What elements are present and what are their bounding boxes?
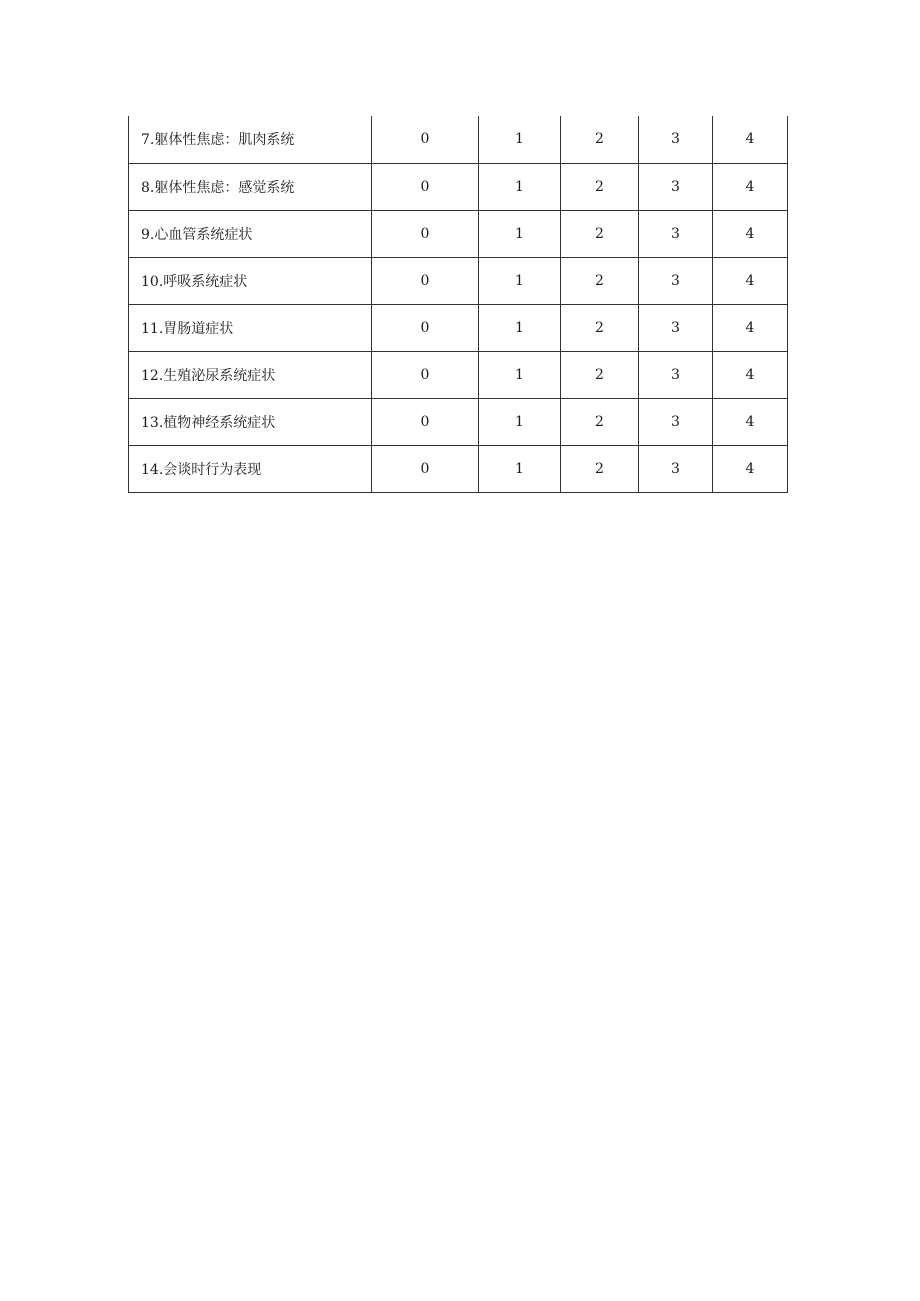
score-option-1[interactable]: 1 [479,116,561,163]
item-label: 8.躯体性焦虑：感觉系统 [129,163,372,210]
score-option-2[interactable]: 2 [561,257,639,304]
item-label: 11.胃肠道症状 [129,304,372,351]
score-option-1[interactable]: 1 [479,351,561,398]
item-label: 12.生殖泌尿系统症状 [129,351,372,398]
item-label: 13.植物神经系统症状 [129,398,372,445]
score-option-1[interactable]: 1 [479,398,561,445]
item-label: 7.躯体性焦虑：肌肉系统 [129,116,372,163]
score-option-4[interactable]: 4 [713,116,788,163]
table-row [129,398,788,445]
score-option-2[interactable]: 2 [561,445,639,492]
score-option-1[interactable]: 1 [479,304,561,351]
score-option-2[interactable]: 2 [561,398,639,445]
table-row [129,163,788,210]
score-option-1[interactable]: 1 [479,257,561,304]
score-option-4[interactable]: 4 [713,351,788,398]
score-option-4[interactable]: 4 [713,210,788,257]
score-option-0[interactable]: 0 [372,445,479,492]
table-row [129,351,788,398]
score-option-3[interactable]: 3 [639,351,713,398]
anxiety-rating-table [128,116,788,493]
table-row [129,257,788,304]
score-option-3[interactable]: 3 [639,116,713,163]
table-row [129,445,788,492]
score-option-0[interactable]: 0 [372,257,479,304]
score-option-4[interactable]: 4 [713,257,788,304]
score-option-0[interactable]: 0 [372,398,479,445]
score-option-2[interactable]: 2 [561,304,639,351]
score-option-0[interactable]: 0 [372,116,479,163]
score-option-3[interactable]: 3 [639,304,713,351]
item-label: 14.会谈时行为表现 [129,445,372,492]
score-option-4[interactable]: 4 [713,304,788,351]
table-row [129,116,788,163]
score-option-0[interactable]: 0 [372,210,479,257]
table-row [129,304,788,351]
score-option-2[interactable]: 2 [561,163,639,210]
score-option-4[interactable]: 4 [713,398,788,445]
score-option-0[interactable]: 0 [372,163,479,210]
score-option-2[interactable]: 2 [561,116,639,163]
score-option-3[interactable]: 3 [639,257,713,304]
score-option-1[interactable]: 1 [479,210,561,257]
score-option-1[interactable]: 1 [479,445,561,492]
score-option-3[interactable]: 3 [639,163,713,210]
score-option-2[interactable]: 2 [561,351,639,398]
score-option-3[interactable]: 3 [639,445,713,492]
score-option-4[interactable]: 4 [713,445,788,492]
score-option-2[interactable]: 2 [561,210,639,257]
score-option-0[interactable]: 0 [372,304,479,351]
score-option-4[interactable]: 4 [713,163,788,210]
score-option-3[interactable]: 3 [639,398,713,445]
item-label: 9.心血管系统症状 [129,210,372,257]
score-option-3[interactable]: 3 [639,210,713,257]
item-label: 10.呼吸系统症状 [129,257,372,304]
score-option-0[interactable]: 0 [372,351,479,398]
score-option-1[interactable]: 1 [479,163,561,210]
table-row [129,210,788,257]
